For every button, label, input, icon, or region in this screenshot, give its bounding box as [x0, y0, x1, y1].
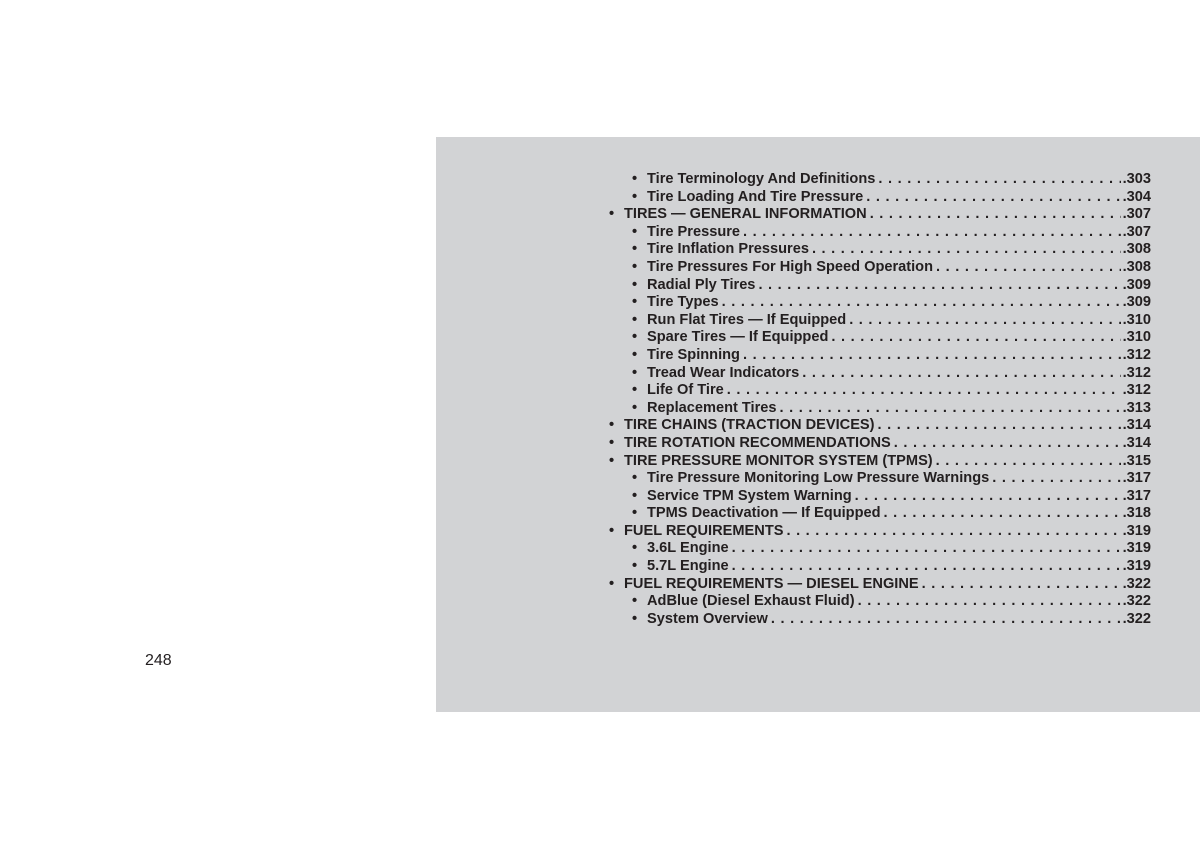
toc-entry-page: .322 — [1122, 593, 1151, 610]
toc-section-entry — [609, 435, 1151, 453]
toc-entry-page: .303 — [1122, 171, 1151, 187]
toc-subsection-entry — [609, 259, 1151, 277]
dot-leader — [891, 435, 1121, 451]
toc-entry-page: .313 — [1122, 399, 1151, 416]
toc-entry-title: TPMS Deactivation — If Equipped — [647, 505, 881, 522]
toc-entry-title: Run Flat Tires — If Equipped — [647, 311, 847, 328]
toc-entry-title: System Overview — [647, 610, 768, 627]
toc-panel — [436, 137, 1200, 712]
toc-entry-title: AdBlue (Diesel Exhaust Fluid) — [647, 593, 855, 610]
toc-entry-title: FUEL REQUIREMENTS — [624, 522, 784, 539]
bullet-icon: • — [632, 505, 638, 522]
toc-subsection-entry — [609, 224, 1151, 242]
dot-leader — [740, 224, 1121, 240]
toc-entry-page: .317 — [1122, 487, 1151, 504]
toc-entry-page: .312 — [1122, 364, 1151, 381]
bullet-icon: • — [632, 470, 638, 487]
toc-entry-page: .314 — [1122, 417, 1151, 434]
toc-subsection-entry — [609, 189, 1151, 207]
toc-subsection-entry — [609, 241, 1151, 259]
bullet-icon: • — [609, 575, 615, 592]
bullet-icon: • — [609, 206, 615, 223]
dot-leader — [729, 540, 1121, 556]
toc-entry-title: TIRE CHAINS (TRACTION DEVICES) — [624, 417, 875, 434]
toc-entry-page: .304 — [1122, 188, 1151, 205]
bullet-icon: • — [632, 346, 638, 363]
toc-entry-title: TIRE PRESSURE MONITOR SYSTEM (TPMS) — [624, 452, 933, 469]
toc-entry-title: Tire Pressure Monitoring Low Pressure Warnings — [647, 470, 990, 487]
bullet-icon: • — [632, 258, 638, 275]
toc-subsection-entry — [609, 277, 1151, 295]
toc-subsection-entry — [609, 593, 1151, 611]
bullet-icon: • — [632, 241, 638, 258]
dot-leader — [855, 593, 1121, 609]
toc-entry-title: Tire Terminology And Definitions — [647, 171, 876, 187]
toc-subsection-entry — [609, 294, 1151, 312]
toc-subsection-entry — [609, 312, 1151, 330]
dot-leader — [933, 259, 1121, 275]
dot-leader — [783, 523, 1120, 539]
toc-subsection-entry — [609, 488, 1151, 506]
toc-subsection-entry — [609, 171, 1151, 189]
toc-entry-page: .308 — [1122, 241, 1151, 258]
toc-entry-title: Tire Loading And Tire Pressure — [647, 188, 864, 205]
bullet-icon: • — [632, 188, 638, 205]
toc-entry-title: TIRE ROTATION RECOMMENDATIONS — [624, 434, 891, 451]
toc-subsection-entry — [609, 347, 1151, 365]
toc-entry-page: .310 — [1122, 311, 1151, 328]
toc-section-entry — [609, 206, 1151, 224]
toc-entry-title: Radial Ply Tires — [647, 276, 756, 293]
toc-entry-page: .322 — [1122, 575, 1151, 592]
bullet-icon: • — [609, 434, 615, 451]
dot-leader — [846, 312, 1120, 328]
dot-leader — [719, 294, 1121, 310]
dot-leader — [852, 488, 1121, 504]
dot-leader — [755, 277, 1120, 293]
toc-subsection-entry — [609, 470, 1151, 488]
bullet-icon: • — [632, 171, 638, 187]
toc-entry-title: Life Of Tire — [647, 382, 724, 399]
toc-entry-page: .319 — [1122, 540, 1151, 557]
toc-entry-page: .322 — [1122, 610, 1151, 627]
toc-entry-page: .317 — [1122, 470, 1151, 487]
toc-section-entry — [609, 523, 1151, 541]
toc-entry-title: FUEL REQUIREMENTS — DIESEL ENGINE — [624, 575, 919, 592]
toc-entry-page: .319 — [1122, 558, 1151, 575]
bullet-icon: • — [632, 276, 638, 293]
toc-entry-page: .309 — [1122, 276, 1151, 293]
dot-leader — [863, 189, 1120, 205]
toc-entry-page: .309 — [1122, 294, 1151, 311]
toc-entry-title: 5.7L Engine — [647, 558, 729, 575]
bullet-icon: • — [632, 364, 638, 381]
bullet-icon: • — [632, 487, 638, 504]
toc-entry-title: Tire Types — [647, 294, 719, 311]
toc-entry-title: Tire Pressures For High Speed Operation — [647, 258, 934, 275]
toc-entry-title: 3.6L Engine — [647, 540, 729, 557]
toc-subsection-entry — [609, 329, 1151, 347]
dot-leader — [828, 329, 1120, 345]
bullet-icon: • — [609, 452, 615, 469]
bullet-icon: • — [609, 417, 615, 434]
dot-leader — [724, 382, 1121, 398]
dot-leader — [777, 400, 1121, 416]
toc-section-entry — [609, 417, 1151, 435]
toc-entry-page: .315 — [1122, 452, 1151, 469]
bullet-icon: • — [632, 558, 638, 575]
toc-subsection-entry — [609, 505, 1151, 523]
dot-leader — [768, 611, 1121, 627]
dot-leader — [799, 365, 1120, 381]
bullet-icon: • — [632, 610, 638, 627]
dot-leader — [989, 470, 1120, 486]
bullet-icon: • — [632, 329, 638, 346]
bullet-icon: • — [632, 223, 638, 240]
toc-subsection-entry — [609, 400, 1151, 418]
toc-subsection-entry — [609, 611, 1151, 629]
toc-entry-title: TIRES — GENERAL INFORMATION — [624, 206, 867, 223]
toc-entry-title: Tread Wear Indicators — [647, 364, 800, 381]
toc-entry-page: .310 — [1122, 329, 1151, 346]
toc-entry-page: .312 — [1122, 382, 1151, 399]
page-number: 248 — [145, 652, 172, 669]
bullet-icon: • — [632, 399, 638, 416]
dot-leader — [875, 171, 1120, 187]
bullet-icon: • — [632, 540, 638, 557]
bullet-icon: • — [609, 522, 615, 539]
toc-subsection-entry — [609, 540, 1151, 558]
toc-entry-title: Tire Pressure — [647, 223, 741, 240]
toc-entry-title: Tire Spinning — [647, 346, 740, 363]
toc-entry-page: .307 — [1122, 223, 1151, 240]
bullet-icon: • — [632, 294, 638, 311]
dot-leader — [919, 576, 1121, 592]
toc-entry-title: Tire Inflation Pressures — [647, 241, 809, 258]
toc-subsection-entry — [609, 382, 1151, 400]
toc-entry-page: .308 — [1122, 258, 1151, 275]
dot-leader — [867, 206, 1121, 222]
toc-entry-title: Service TPM System Warning — [647, 487, 852, 504]
dot-leader — [881, 505, 1121, 521]
dot-leader — [875, 417, 1121, 433]
toc-entry-page: .319 — [1122, 522, 1151, 539]
toc-section-entry — [609, 576, 1151, 594]
toc-entry-page: .314 — [1122, 434, 1151, 451]
bullet-icon: • — [632, 311, 638, 328]
bullet-icon: • — [632, 382, 638, 399]
toc-entry-page: .318 — [1122, 505, 1151, 522]
toc-entry-title: Spare Tires — If Equipped — [647, 329, 829, 346]
toc-subsection-entry — [609, 365, 1151, 383]
dot-leader — [933, 453, 1121, 469]
toc-section-entry — [609, 453, 1151, 471]
toc-entry-page: .307 — [1122, 206, 1151, 223]
bullet-icon: • — [632, 593, 638, 610]
dot-leader — [740, 347, 1121, 363]
toc-subsection-entry — [609, 558, 1151, 576]
toc-entry-page: .312 — [1122, 346, 1151, 363]
dot-leader — [809, 241, 1121, 257]
toc-entry-title: Replacement Tires — [647, 399, 777, 416]
dot-leader — [729, 558, 1121, 574]
toc-list — [609, 171, 1151, 628]
